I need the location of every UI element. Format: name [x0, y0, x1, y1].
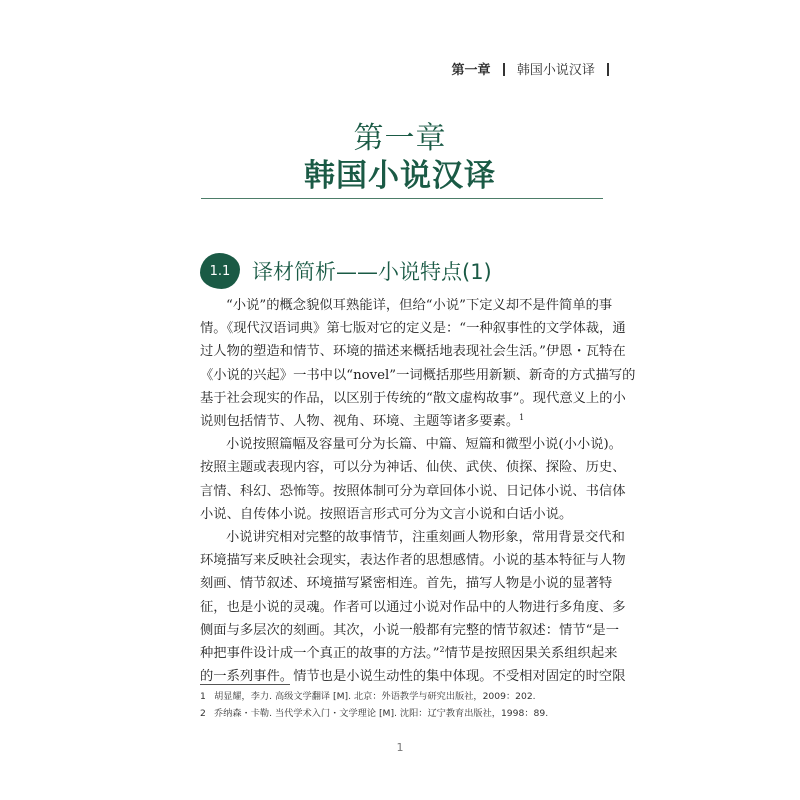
text-line: 小说讲究相对完整的故事情节，注重刻画人物形象，常用背景交代和	[226, 530, 625, 546]
text-line: 情。《现代汉语词典》第七版对它的定义是：“一种叙事性的文学体裁，通	[200, 321, 626, 337]
text-line: 《小说的兴起》一书中以“novel”一词概括那些用新颖、新奇的方式描写的	[200, 367, 636, 383]
running-header	[452, 59, 609, 78]
section-number-badge: 1.1	[200, 253, 240, 289]
chapter-divider	[201, 198, 603, 199]
page-number: 1	[396, 741, 404, 754]
footnote-1	[200, 688, 603, 705]
paragraph-3	[200, 526, 626, 688]
text-line-with-note	[200, 410, 603, 433]
text-line: “小说”的概念貌似耳熟能详，但给“小说”下定义却不是件简单的事	[226, 298, 613, 313]
footnotes	[200, 688, 603, 722]
text-segment: 种把事件设计成一个真正的故事的方法。”	[200, 646, 440, 662]
text-line-with-note	[200, 642, 618, 665]
text-segment: 说则包括情节、人物、视角、环境、主题等诸多要素。	[200, 414, 520, 430]
text-line: 基于社会现实的作品，以区别于传统的“散文虚构故事”。现代意义上的小	[200, 390, 626, 406]
chapter-title: 韩国小说汉译	[304, 158, 496, 194]
section-title: 译材简析——小说特点(1)	[252, 260, 492, 284]
running-header-divider	[503, 63, 505, 76]
text-line: 言情、科幻、恐怖等。按照体制可分为章回体小说、日记体小说、书信体	[200, 483, 626, 499]
paragraph-2	[200, 433, 626, 526]
text-line: 刻画、情节叙述、环境描写紧密相连。首先，描写人物是小说的显著特	[200, 576, 613, 592]
text-line: 小说、自传体小说。按照语言形式可分为文言小说和白话小说。	[200, 506, 573, 522]
running-header-title: 韩国小说汉译	[516, 63, 595, 78]
text-line: 按照主题或表现内容，可以分为神话、仙侠、武侠、侦探、探险、历史、	[200, 460, 626, 476]
text-line: 小说按照篇幅及容量可分为长篇、中篇、短篇和微型小说(小小说)。	[226, 437, 622, 453]
body-text	[200, 294, 636, 688]
text-line: 过人物的塑造和情节、环境的描述来概括地表现社会生活。”伊恩・瓦特在	[200, 344, 626, 360]
running-header-chapter: 第一章	[451, 63, 491, 78]
paragraph-1	[200, 294, 636, 433]
text-segment: 情节是按照因果关系组织起来	[444, 646, 618, 662]
text-line: 侧面与多层次的刻画。其次，小说一般都有完整的情节叙述：情节“是一	[200, 622, 619, 638]
footnote-number: 2	[200, 708, 206, 719]
footnote-text: 胡显耀，李力. 高级文学翻译 [M]. 北京：外语教学与研究出版社，2009：202.	[214, 691, 536, 702]
footnote-divider	[200, 684, 290, 685]
running-header-end-bar	[607, 63, 609, 76]
footnote-2	[200, 705, 603, 722]
footnote-ref-2[interactable]: 2	[439, 645, 445, 655]
chapter-number: 第一章	[353, 121, 447, 156]
footnote-ref-1[interactable]: 1	[519, 413, 525, 423]
footnote-number: 1	[200, 691, 206, 702]
text-line: 的一系列事件。情节也是小说生动性的集中体现。不受相对固定的时空限	[200, 669, 626, 685]
text-line: 征，也是小说的灵魂。作者可以通过小说对作品中的人物进行多角度、多	[200, 599, 626, 615]
footnote-text: 乔纳森・卡勒. 当代学术入门・文学理论 [M]. 沈阳：辽宁教育出版社，1998：89.	[214, 708, 549, 719]
text-line: 环境描写来反映社会现实，表达作者的思想感情。小说的基本特征与人物	[200, 553, 626, 569]
